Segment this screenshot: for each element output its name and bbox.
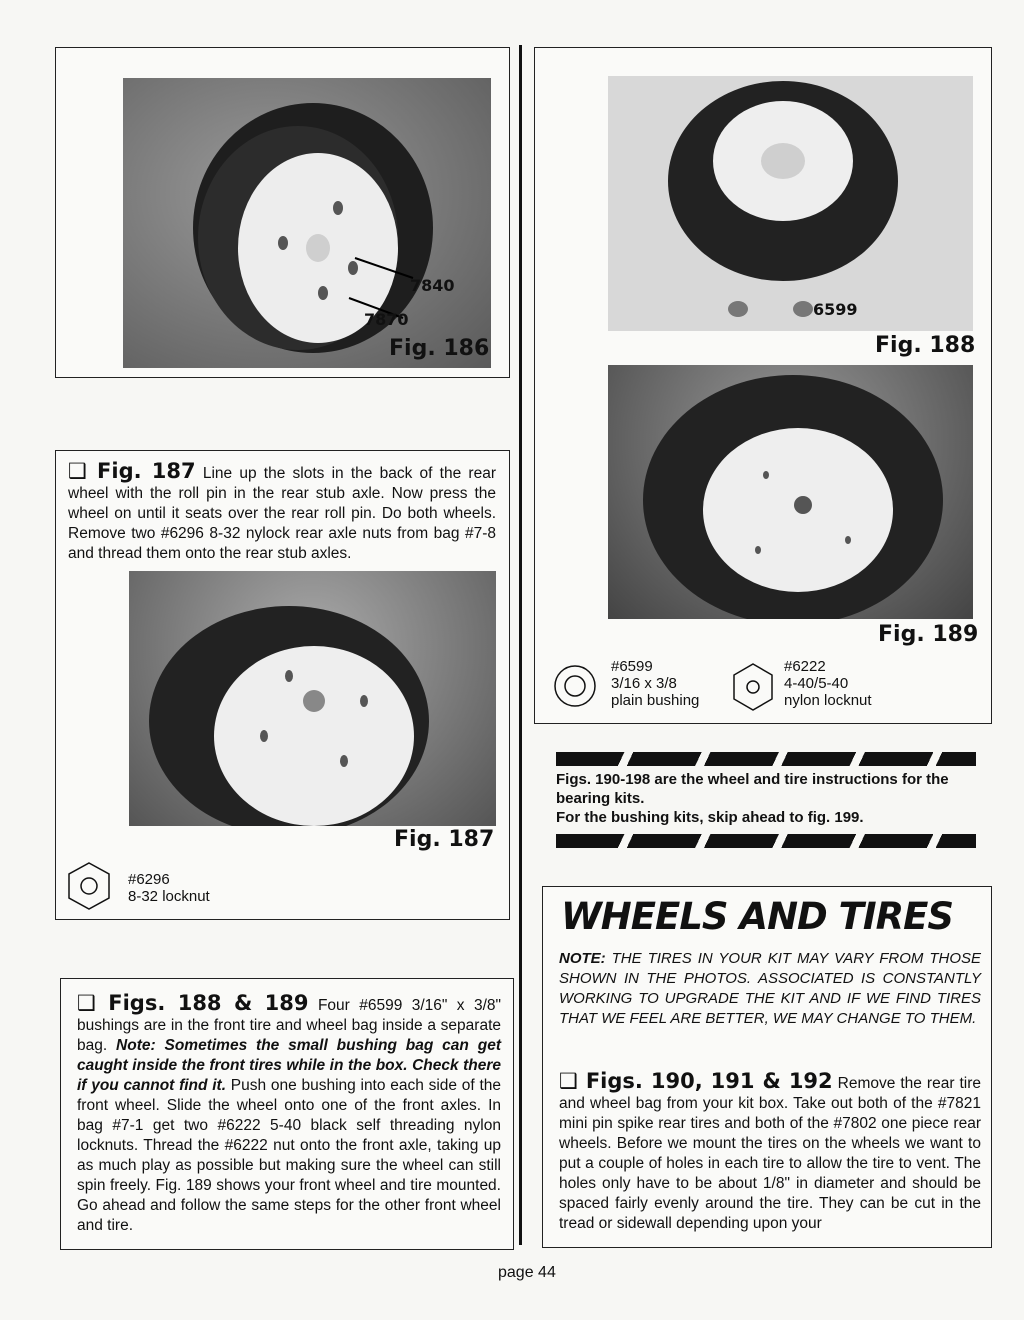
part-6296-desc: 8-32 locknut (128, 888, 210, 905)
step188-body-a: Four #6599 3/16" x 3/8" bushings are in the front tire and wheel bag inside a separate bag. (77, 997, 502, 1054)
step190-text (559, 1071, 981, 1234)
notice-line2: For the bushing kits, skip ahead to fig. 199. (556, 809, 864, 826)
step190-heading: Figs. 190, 191 & 192 (585, 1069, 833, 1093)
notice-text (556, 770, 986, 827)
fig189-label: Fig. 189 (878, 622, 979, 647)
step187-text (68, 461, 496, 564)
checkbox-icon[interactable]: ❑ (559, 1069, 586, 1093)
page-number: page 44 (498, 1264, 556, 1281)
front-wheel-bushing-image (608, 76, 973, 331)
step188-body-b: Push one bushing into each side of the front wheel. Slide the wheel onto one of the front axles. In bag #7-1 get two #6222 5-40 black self threading nylon locknuts. Thread the #6222 nut onto the front axle, taking up as much play as possible but making sure the wheel can still spin freely. Fig. 189 shows your front wheel and tire mounted. Go ahead and follow the same steps for the other front wheel and tire. (77, 1077, 501, 1234)
notice-stripe-bottom (556, 834, 976, 848)
notice-line1: Figs. 190-198 are the wheel and tire instructions for the bearing kits. (556, 771, 949, 807)
step190-body: Remove the rear tire and wheel bag from your kit box. Take out both of the #7821 mini pin spike rear tires and both of the #7802 one piece rear wheels. Before we mount the tires on the wheels we want to put a couple of holes in each tire to allow the tire to vent. The holes only have to be about 1/8" in diameter and should be spaced fairly evenly around the tire. They can be cut in the tread or sidewall depending upon your (559, 1075, 982, 1232)
step188-note: Note: Sometimes the small bushing bag can get caught inside the front tires while in the box. Check there if you cannot find it. (77, 1037, 501, 1094)
nylon-locknut-icon (731, 662, 775, 712)
fig188-189-box (534, 47, 992, 724)
checkbox-icon[interactable]: ❑ (77, 991, 109, 1015)
fig186-callout-7840: 7840 (410, 276, 455, 295)
section-note-body: THE TIRES IN YOUR KIT MAY VARY FROM THOSE SHOWN IN THE PHOTOS. ASSOCIATED IS CONSTANTLY WORKING TO UPGRADE THE KIT AND IF WE FIND TIRES THAT WE FEEL ARE BETTER, WE MAY CHANGE TO THEM. (559, 950, 982, 1027)
section-note (559, 949, 981, 1029)
fig187-photo (129, 571, 496, 826)
fig187-box (55, 450, 510, 920)
part-6599-line1: 3/16 x 3/8 (611, 675, 677, 692)
fig189-photo (608, 365, 973, 619)
wheels-tires-box (542, 886, 992, 1248)
part-6222 (784, 658, 872, 709)
fig186-callout-7870: 7870 (364, 310, 409, 329)
fig188-photo (608, 76, 973, 331)
part-6296-number: #6296 (128, 871, 170, 888)
part-6599 (611, 658, 699, 709)
part-6222-line2: nylon locknut (784, 692, 872, 709)
part-6222-number: #6222 (784, 658, 826, 675)
fig187-label: Fig. 187 (394, 827, 495, 852)
fig188-label: Fig. 188 (875, 333, 976, 358)
part-6222-line1: 4-40/5-40 (784, 675, 849, 692)
rear-wheel-image (123, 78, 491, 368)
step188-heading: Figs. 188 & 189 (108, 991, 309, 1015)
mounted-front-wheel-image (608, 365, 973, 619)
step188-text (77, 993, 501, 1236)
step187-body: Line up the slots in the back of the rear wheel with the roll pin in the rear stub axle. Now press the wheel on until it seats over the rear roll pin. Do both wheels. Remove two #6296 8-32 nylock rear axle nuts from bag #7-8 and thread them onto the rear stub axles. (68, 465, 496, 562)
bushing-icon (553, 660, 597, 712)
checkbox-icon[interactable]: ❑ (68, 459, 98, 483)
fig188-callout-6599: 6599 (813, 300, 858, 319)
step188-box (60, 978, 514, 1250)
fig186-box (55, 47, 510, 378)
column-divider (519, 45, 522, 1245)
section-title: WHEELS AND TIRES (561, 895, 954, 938)
fig186-photo (123, 78, 491, 368)
part-6599-number: #6599 (611, 658, 653, 675)
mounted-rear-wheel-image (129, 571, 496, 826)
notice-stripe-top (556, 752, 976, 766)
section-note-label: NOTE: (559, 950, 606, 967)
step187-heading: Fig. 187 (97, 459, 196, 483)
part-6599-line2: plain bushing (611, 692, 700, 709)
locknut-icon (66, 861, 112, 911)
fig186-label: Fig. 186 (389, 336, 490, 361)
part-6296 (128, 871, 210, 905)
